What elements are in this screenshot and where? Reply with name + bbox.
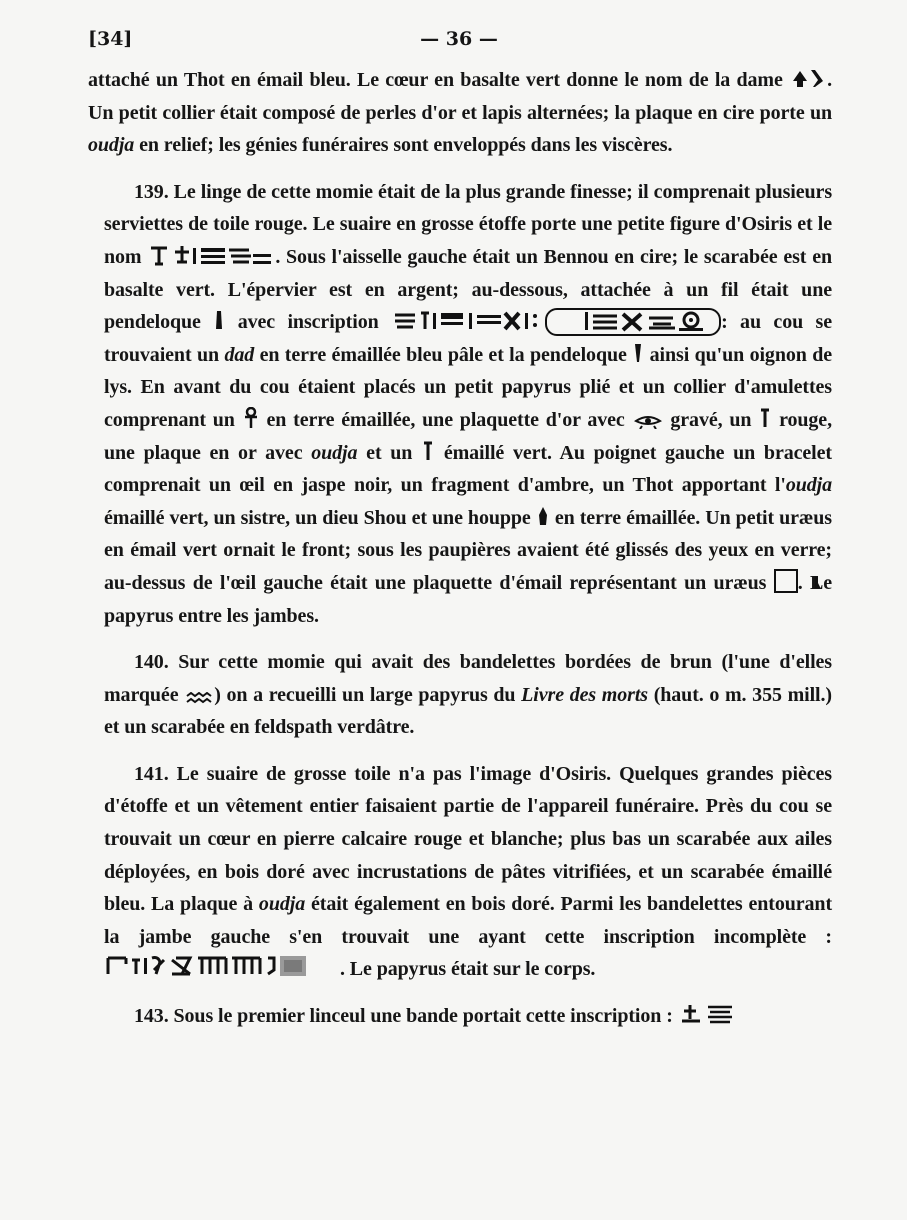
text-italic: oudja	[311, 441, 358, 464]
document-body	[88, 64, 833, 1047]
eye-glyph	[634, 413, 662, 429]
page-bracket-number: [34]	[88, 28, 133, 50]
text-run: et un	[366, 441, 413, 464]
cartouche-hieroglyphs	[545, 308, 721, 336]
tyet-glyph-2	[423, 440, 433, 462]
incomplete-inscription-hieroglyphs	[106, 954, 338, 978]
uraeus-box-glyph	[774, 569, 798, 593]
water-glyph	[186, 692, 212, 704]
tyet-glyph	[760, 407, 770, 429]
text-run: 143. Sous le premier linceul une bande portait cette inscription :	[134, 1005, 673, 1028]
text-run: en relief; les génies funéraires sont enveloppés dans les viscères.	[139, 134, 673, 157]
paragraph-143	[104, 1000, 832, 1033]
inscription-hieroglyphs	[393, 309, 543, 331]
hieroglyph-name-osiris	[149, 244, 273, 266]
text-run: gravé, un	[670, 408, 752, 431]
page-header	[88, 28, 830, 58]
text-run: 139. Le linge de cette momie était de la plus grande finesse; il comprenait plusieurs serviettes de toile rouge. Le suaire en grosse étoffe porte une petite figure d'Osiris et le nom	[104, 180, 832, 268]
text-run: émaillé vert, un sistre, un dieu Shou et une houppe	[104, 506, 531, 529]
final-inscription-hieroglyphs	[680, 1001, 736, 1025]
text-run: en terre émaillée. Un petit uræus en émail vert ornait le front; sous les paupières avaient été glissés des yeux en verre; au-dessus de l'œil gauche était une plaquette d'émail représentant un uræus	[104, 506, 832, 594]
text-run: 140. Sur cette momie qui avait des bandelettes bordées de brun (l'une d'elles marquée	[104, 651, 832, 706]
text-run: ) on a recueilli un large papyrus du	[214, 683, 516, 706]
page-number: — 36 —	[420, 28, 498, 50]
paragraph-141	[104, 758, 832, 986]
text-run: . Le papyrus était sur le corps.	[340, 958, 596, 981]
paragraph-continuation	[88, 64, 832, 162]
text-italic: oudja	[785, 474, 832, 497]
paragraph-139	[104, 176, 832, 632]
ankh-glyph	[244, 407, 258, 429]
text-run: ainsi qu'un oignon de lys. En avant du cou étaient placés un petit papyrus plié et un collier d'amulettes comprenant un	[104, 343, 833, 431]
text-run: . Un petit collier était composé de perles d'or et lapis alternées; la plaque en cire porte un	[88, 69, 832, 124]
text-run: attaché un Thot en émail bleu. Le cœur en basalte vert donne le nom de la dame	[88, 69, 783, 91]
text-run: . Sous l'aisselle gauche était un Bennou en cire; le scarabée est en basalte vert. L'épervier est en argent; au-dessous, attachée à un fil était une pendeloque	[104, 245, 832, 334]
text-italic: oudja	[88, 134, 135, 157]
tuft-glyph	[538, 505, 548, 527]
text-run: 141. Le suaire de grosse toile n'a pas l'image d'Osiris. Quelques grandes pièces d'étoffe et un vêtement entier faisaient partie de l'appareil funéraire. Près du cou se trouvait un cœur en pierre calcaire rouge et blanche; plus bas un scarabée aux ailes déployées, en bois doré avec incrustations de pâtes vitrifiées, et un scarabée émaillé bleu. La plaque à	[104, 762, 832, 916]
text-run: en terre émaillée bleu pâle et la pendeloque	[259, 343, 627, 366]
text-run: (haut. o m. 355 mill.) et un scarabée en feldspath verdâtre.	[104, 683, 832, 739]
text-italic: dad	[224, 343, 255, 366]
text-run: . Le papyrus entre les jambes.	[104, 571, 832, 627]
text-run: : au cou se trouvaient un	[104, 311, 833, 366]
pendant-glyph	[215, 309, 223, 331]
text-run: émaillé vert. Au poignet gauche un bracelet comprenait un œil en jaspe noir, un fragment d'ambre, un Thot apportant l'	[104, 441, 832, 497]
paragraph-140	[104, 646, 832, 744]
hieroglyph-name-dame	[791, 67, 825, 89]
text-run: rouge, une plaque en or avec	[104, 408, 832, 464]
text-run: était également en bois doré. Parmi les bandelettes entourant la jambe gauche s'en trouvait une ayant cette inscription incomplète :	[104, 893, 833, 948]
pendant-glyph-2	[634, 342, 642, 364]
text-run: en terre émaillée, une plaquette d'or avec	[266, 408, 625, 431]
text-italic: Livre des morts	[521, 683, 648, 706]
text-run: avec inscription	[237, 311, 379, 334]
text-italic: oudja	[258, 893, 306, 916]
